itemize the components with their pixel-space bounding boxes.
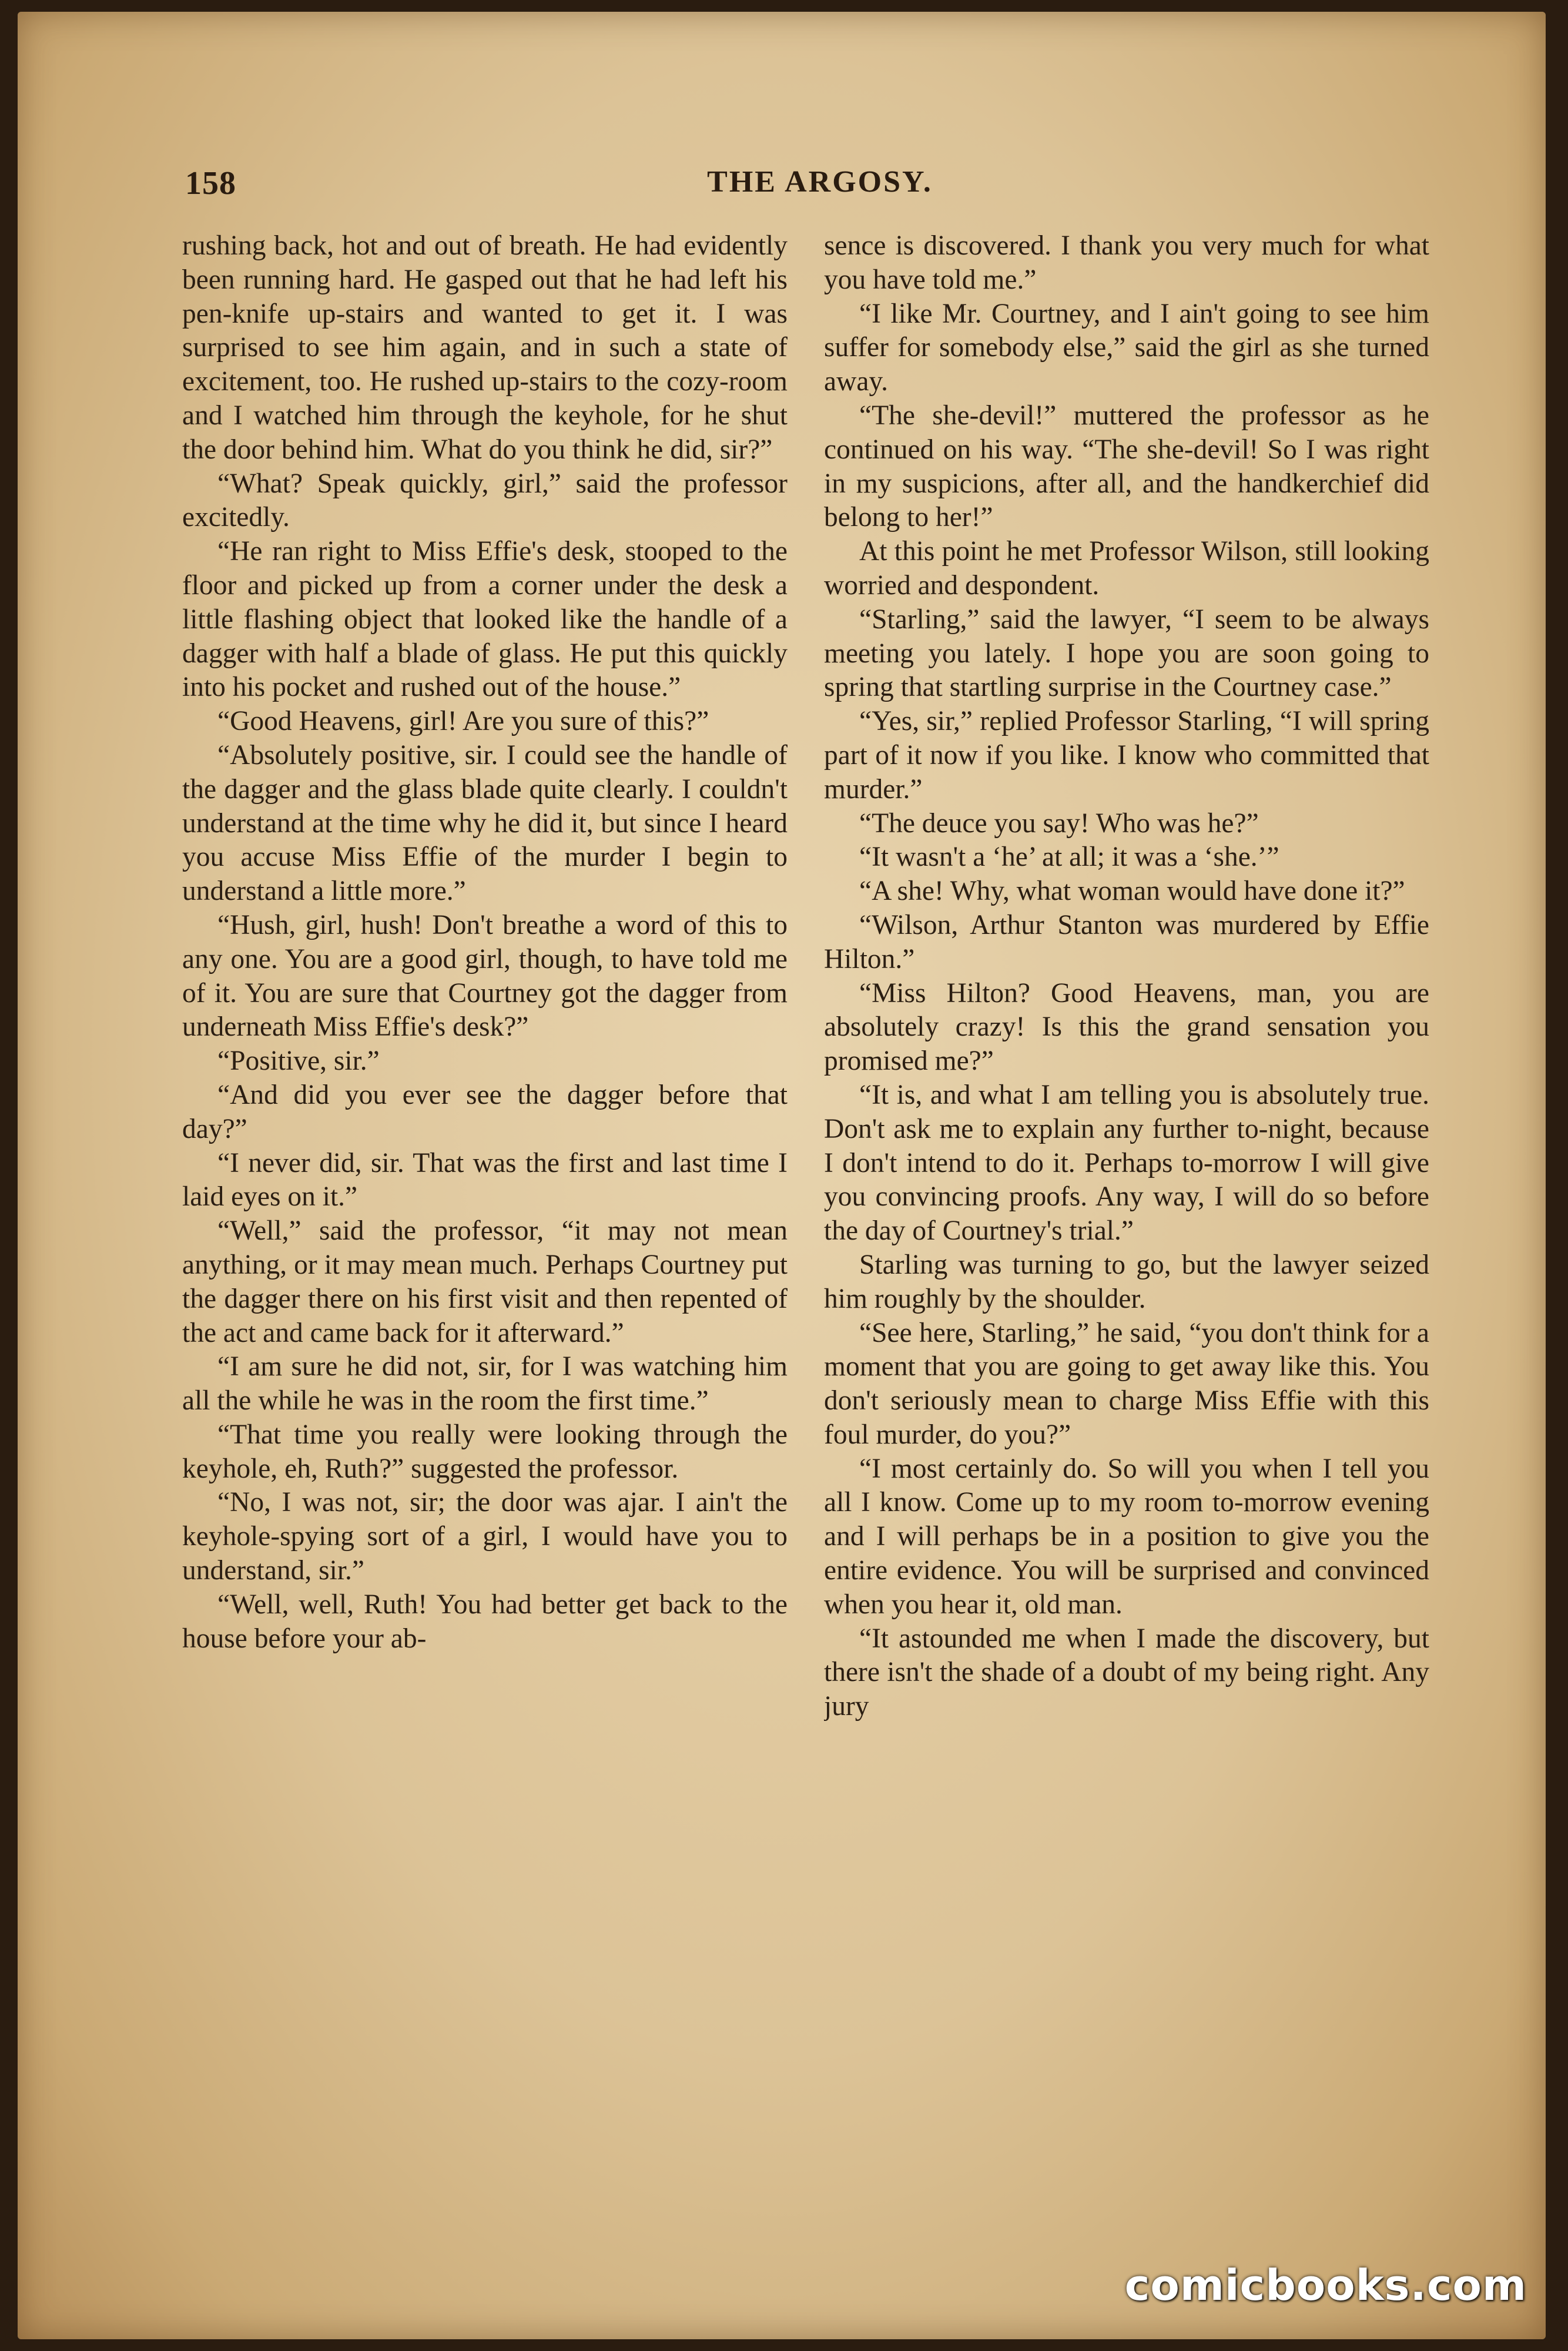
paragraph: “Well, well, Ruth! You had better get back to the house before your ab- [182, 1589, 788, 1654]
paragraph: “Good Heavens, girl! Are you sure of this?” [217, 706, 709, 737]
paragraph: “The she-devil!” muttered the professor as he continued on his way. “The she-devil! So I was right in my suspicions, after all, and the handkerchief did belong to her!” [824, 400, 1429, 533]
paragraph: “I am sure he did not, sir, for I was watching him all the while he was in the room the first time.” [182, 1351, 788, 1416]
paragraph: “That time you really were looking through the keyhole, eh, Ruth?” suggested the professor. [182, 1419, 788, 1484]
paragraph: “I never did, sir. That was the first and last time I laid eyes on it.” [182, 1147, 788, 1213]
paragraph: “Miss Hilton? Good Heavens, man, you are absolutely crazy! Is this the grand sensation you promised me?” [824, 977, 1429, 1077]
right-column [824, 229, 1429, 2192]
paragraph: “And did you ever see the dagger before that day?” [182, 1079, 788, 1144]
paragraph: “No, I was not, sir; the door was ajar. I ain't the keyhole-spying sort of a girl, I would have you to understand, sir.” [182, 1487, 788, 1586]
paragraph: “Well,” said the professor, “it may not mean anything, or it may mean much. Perhaps Courtney put the dagger there on his first visit and then repented of the act and came back for it afterward.” [182, 1215, 788, 1348]
paragraph: “It wasn't a ‘he’ at all; it was a ‘she.’” [859, 842, 1279, 873]
paragraph: Starling was turning to go, but the lawyer seized him roughly by the shoulder. [824, 1249, 1429, 1314]
paragraph: “See here, Starling,” he said, “you don't think for a moment that you are going to get away like this. You don't seriously mean to charge Miss Effie with this foul murder, do you?” [824, 1317, 1429, 1450]
paragraph: At this point he met Professor Wilson, still looking worried and despondent. [824, 536, 1429, 601]
paragraph: rushing back, hot and out of breath. He had evidently been running hard. He gasped out that he had left his pen-knife up-stairs and wanted to get it. I was surprised to see him again, and in such a state of excitement, too. He rushed up-stairs to the cozy-room and I watched him through the keyhole, for he shut the door behind him. What do you think he did, sir?” [182, 230, 788, 465]
left-column [182, 229, 788, 2192]
paragraph: “The deuce you say! Who was he?” [859, 808, 1259, 839]
magazine-page [18, 12, 1546, 2339]
source-watermark: comicbooks.com [1124, 2260, 1527, 2310]
paragraph: “He ran right to Miss Effie's desk, stooped to the floor and picked up from a corner under the desk a little flashing object that looked like the handle of a dagger with half a blade of glass. He put this quickly into his pocket and rushed out of the house.” [182, 536, 788, 703]
paragraph: “It is, and what I am telling you is absolutely true. Don't ask me to explain any further to-night, because I don't intend to do it. Perhaps to-morrow I will give you convincing proofs. Any way, I will do so before the day of Courtney's trial.” [824, 1079, 1429, 1247]
paragraph: “Hush, girl, hush! Don't breathe a word of this to any one. You are a good girl, though, to have told me of it. You are sure that Courtney got the dagger from underneath Miss Effie's desk?” [182, 909, 788, 1043]
paragraph: “Yes, sir,” replied Professor Starling, “I will spring part of it now if you like. I know who committed that murder.” [824, 706, 1429, 805]
running-title: THE ARGOSY. [707, 165, 933, 199]
paragraph: “A she! Why, what woman would have done it?” [859, 876, 1405, 907]
paragraph: “Positive, sir.” [217, 1046, 380, 1077]
paragraph: “What? Speak quickly, girl,” said the professor excitedly. [182, 468, 788, 533]
paragraph: “It astounded me when I made the discovery, but there isn't the shade of a doubt of my being right. Any jury [824, 1623, 1429, 1722]
paragraph: “Absolutely positive, sir. I could see the handle of the dagger and the glass blade quite clearly. I couldn't understand at the time why he did it, but since I heard you accuse Miss Effie of the murder I begin to understand a little more.” [182, 739, 788, 907]
paragraph: “Starling,” said the lawyer, “I seem to be always meeting you lately. I hope you are soon going to spring that startling surprise in the Courtney case.” [824, 604, 1429, 703]
paragraph: “I most certainly do. So will you when I tell you all I know. Come up to my room to-morrow evening and I will perhaps be in a position to give you the entire evidence. You will be surprised and convinced when you hear it, old man. [824, 1453, 1429, 1620]
paragraph: “Wilson, Arthur Stanton was murdered by Effie Hilton.” [824, 909, 1429, 974]
paragraph: sence is discovered. I thank you very much for what you have told me.” [824, 230, 1429, 295]
page-number: 158 [185, 165, 236, 202]
paragraph: “I like Mr. Courtney, and I ain't going to see him suffer for somebody else,” said the girl as she turned away. [824, 298, 1429, 397]
page-header [185, 165, 1455, 217]
